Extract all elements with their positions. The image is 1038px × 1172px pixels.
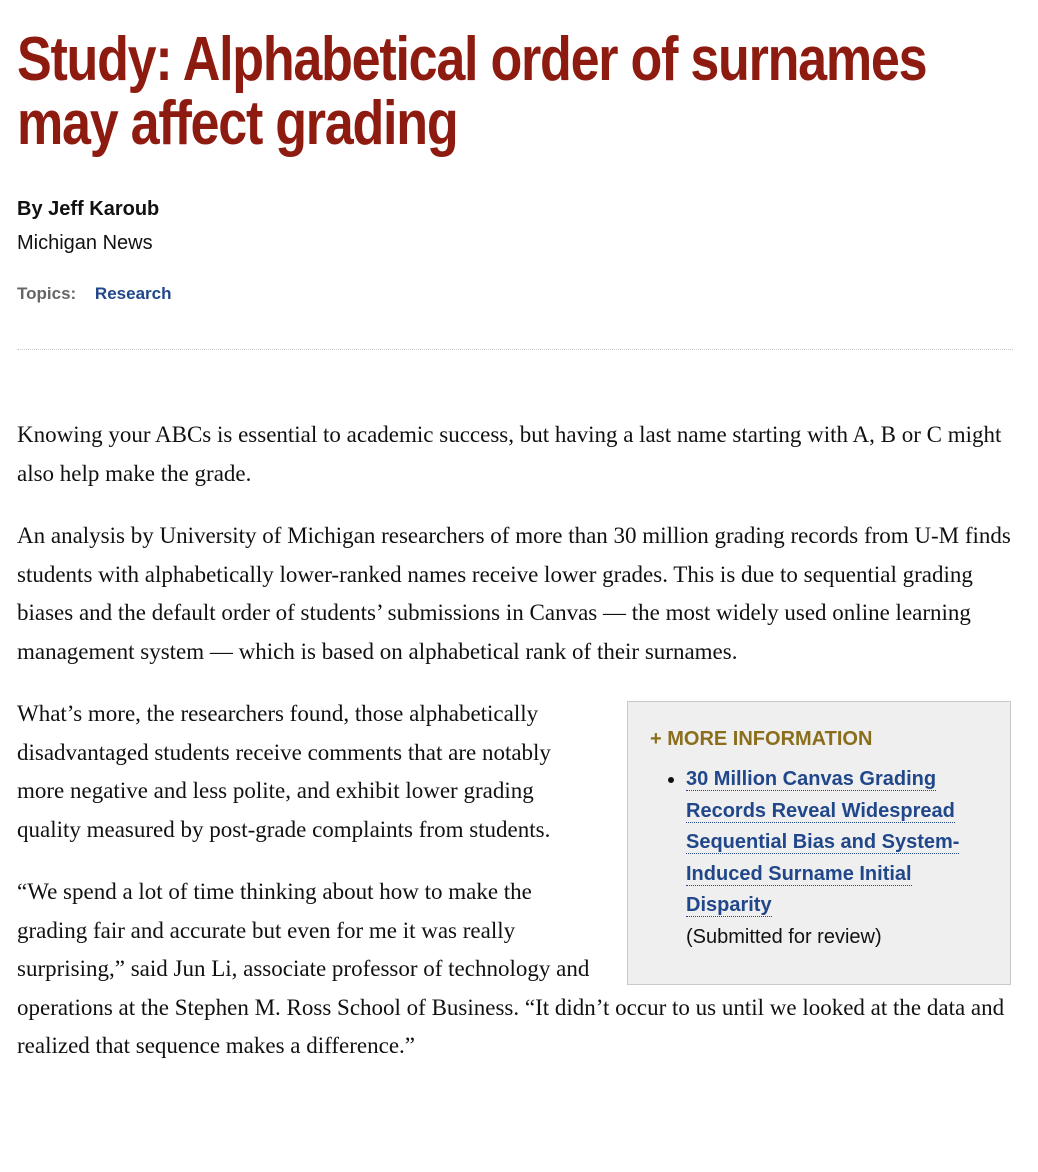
author-name: By Jeff Karoub (17, 198, 160, 220)
article-body (17, 416, 1011, 1090)
headline-line-2: may affect grading (17, 89, 458, 158)
more-information-box (627, 701, 1011, 985)
topics-label: Topics: (17, 284, 77, 303)
paragraph-2: An analysis by University of Michigan researchers of more than 30 million grading records from U-M finds students with alphabetically lower-ranked names receive lower grades. This is due to sequential grading biases and the default order of students’ submissions in Canvas — the most widely used online learning management system — which is based on alphabetical rank of their surnames. (17, 523, 1011, 664)
divider (17, 349, 1013, 350)
study-note: (Submitted for review) (686, 925, 882, 948)
more-information-list (650, 764, 988, 953)
list-item (686, 764, 988, 953)
paragraph-1: Knowing your ABCs is essential to academic success, but having a last name starting with A, B or C might also help make the grade. (17, 422, 1002, 486)
more-information-heading[interactable]: + MORE INFORMATION (650, 728, 873, 750)
paragraph-3: What’s more, the researchers found, those alphabetically disadvantaged students receive comments that are notably more negative and less polite, and exhibit lower grading quality measured by post-grade complaints from students. (17, 701, 551, 842)
topics (17, 284, 171, 304)
byline (17, 196, 159, 256)
paragraph-4: “We spend a lot of time thinking about how to make the grading fair and accurate but even for me it was really surprising,” said Jun Li, associate professor of technology and operations at the Stephen M. Ross School of Business. “It didn’t occur to us until we looked at the data and realized that sequence makes a difference.” (17, 879, 1005, 1058)
topic-link-research[interactable]: Research (94, 284, 172, 303)
headline (17, 25, 927, 158)
headline-line-1: Study: Alphabetical order of surnames (17, 25, 927, 94)
organization: Michigan News (17, 232, 153, 254)
study-link[interactable]: 30 Million Canvas Grading Records Reveal Widespread Sequential Bias and System-Induced Surname Initial Disparity (686, 768, 960, 916)
